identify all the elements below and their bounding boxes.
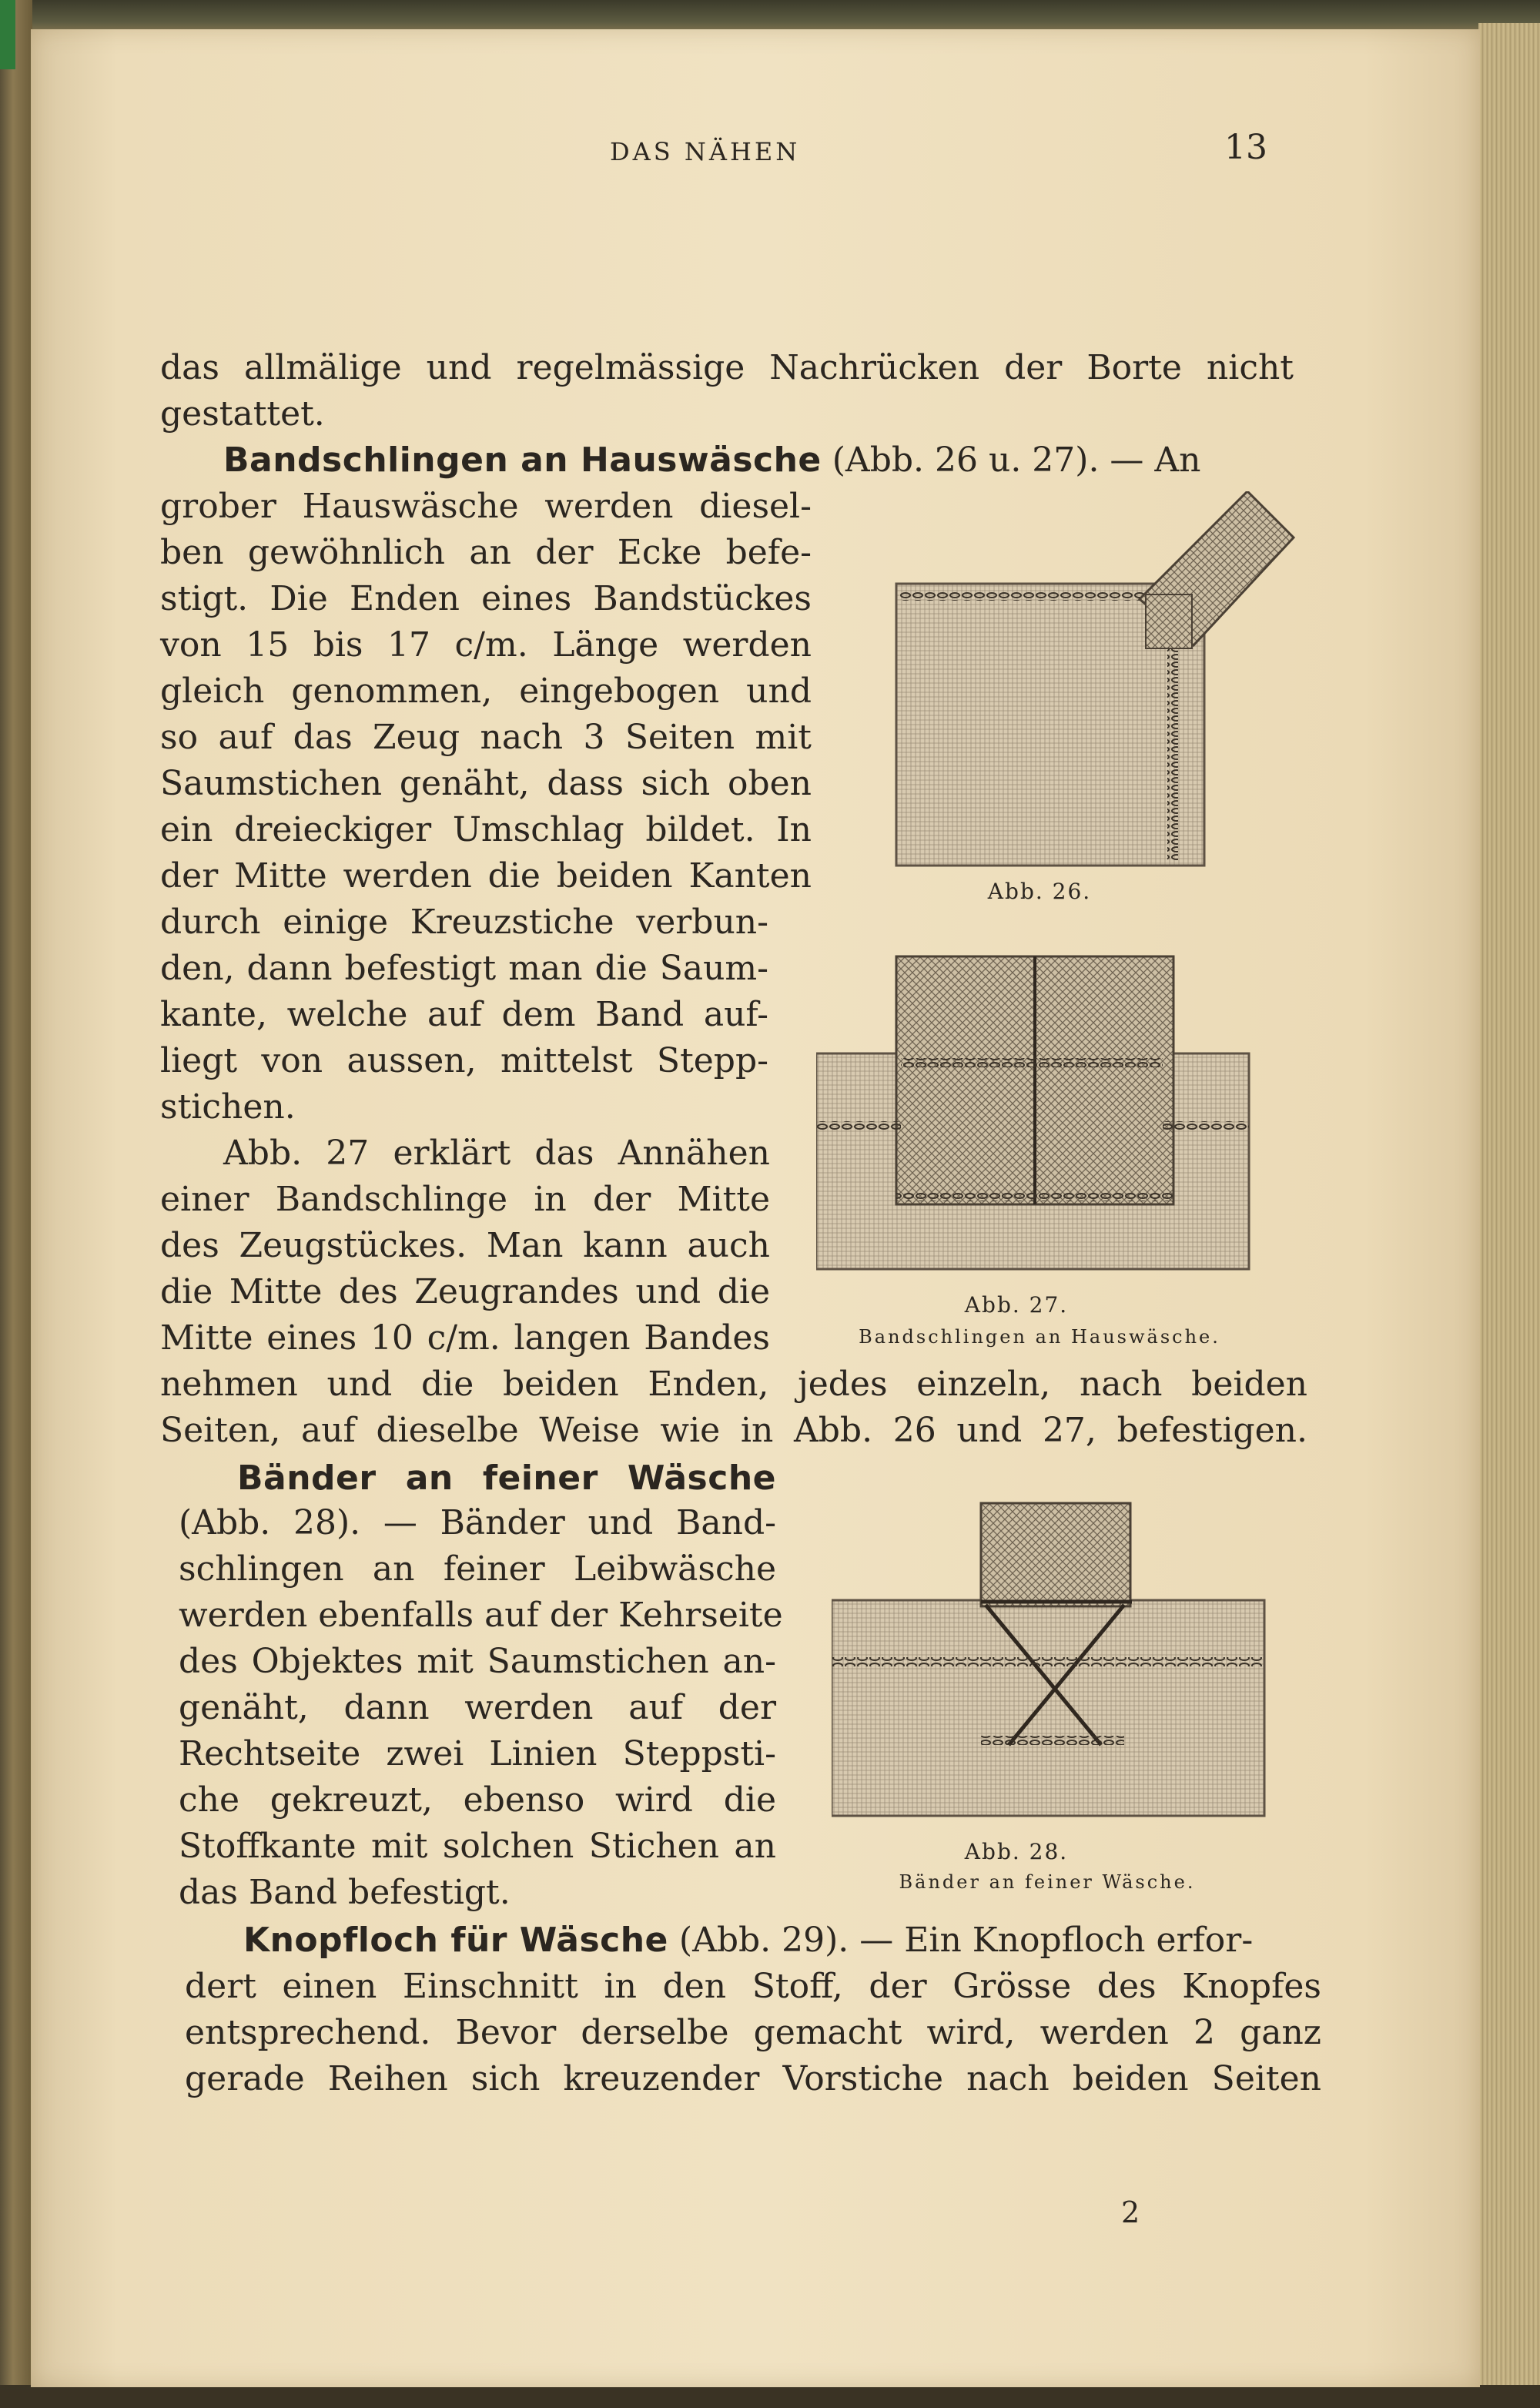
- text-line: schlingen an feiner Leibwäsche: [179, 1549, 776, 1589]
- book-spine-edge: [0, 0, 32, 2408]
- section-heading: Bandschlingen an Hauswäsche: [223, 440, 822, 480]
- figure-28-subcaption: Bänder an feiner Wäsche.: [899, 1871, 1196, 1893]
- text-line: den, dann befestigt man die Saum-: [160, 949, 768, 988]
- signature-mark: 2: [1121, 2195, 1140, 2229]
- text-line: des Zeugstückes. Man kann auch: [160, 1226, 770, 1265]
- section-heading: Bänder an feiner Wäsche: [237, 1459, 776, 1498]
- text-line: Mitte eines 10 c/m. langen Bandes: [160, 1318, 770, 1358]
- text-line: entsprechend. Bevor derselbe gemacht wird, werden 2 ganz: [185, 2013, 1321, 2052]
- section-heading-line: [243, 1917, 1321, 1964]
- figure-27-illustration: [816, 953, 1294, 1284]
- text-line: der Mitte werden die beiden Kanten: [160, 856, 812, 896]
- page-number: 13: [1224, 128, 1267, 167]
- text-line: werden ebenfalls auf der Kehrseite: [179, 1596, 783, 1635]
- text-line: gerade Reihen sich kreuzender Vorstiche nach beiden Seiten: [185, 2059, 1321, 2098]
- text-line: Abb. 27 erklärt das Annähen: [223, 1134, 770, 1173]
- text-line: ein dreieckiger Umschlag bildet. In: [160, 810, 812, 849]
- text-line: die Mitte des Zeugrandes und die: [160, 1272, 770, 1311]
- text-line: einer Bandschlinge in der Mitte: [160, 1180, 770, 1219]
- running-header: DAS NÄHEN: [610, 137, 801, 166]
- text-line: stigt. Die Enden eines Bandstückes: [160, 579, 812, 618]
- book-cover-bottom: [0, 2385, 1540, 2408]
- text-line: durch einige Kreuzstiche verbun-: [160, 903, 768, 942]
- text-line: genäht, dann werden auf der: [179, 1688, 776, 1727]
- text-line: grober Hauswäsche werden diesel-: [160, 487, 812, 526]
- figure-26-caption: Abb. 26.: [987, 879, 1092, 904]
- figure-28-illustration: [832, 1500, 1294, 1854]
- figure-27-subcaption: Bandschlingen an Hauswäsche.: [859, 1326, 1220, 1348]
- text-line: Saumstichen genäht, dass sich oben: [160, 764, 812, 803]
- text-line: das Band befestigt.: [179, 1873, 511, 1912]
- text-line: gestattet.: [160, 394, 325, 434]
- section-heading: Knopfloch für Wäsche: [243, 1921, 668, 1960]
- text-line: so auf das Zeug nach 3 Seiten mit: [160, 718, 812, 757]
- text-line: stichen.: [160, 1087, 296, 1127]
- text-line: che gekreuzt, ebenso wird die: [179, 1780, 776, 1820]
- page-stack-edge: [1478, 23, 1540, 2408]
- cover-green-corner: [0, 0, 15, 69]
- text-line: dert einen Einschnitt in den Stoff, der Grösse des Knopfes: [185, 1967, 1321, 2006]
- figure-28-caption: Abb. 28.: [964, 1839, 1069, 1864]
- text-line: liegt von aussen, mittelst Stepp-: [160, 1041, 768, 1080]
- text-line: von 15 bis 17 c/m. Länge werden: [160, 625, 812, 665]
- section-heading-line: [223, 437, 1294, 484]
- section-heading-rest: (Abb. 29). — Ein Knopfloch erfor-: [678, 1921, 1254, 1960]
- figure-27-caption: Abb. 27.: [964, 1292, 1069, 1318]
- text-line: Stoffkante mit solchen Stichen an: [179, 1827, 776, 1866]
- text-line: kante, welche auf dem Band auf-: [160, 995, 768, 1034]
- text-line: nehmen und die beiden Enden, jedes einzeln, nach beiden: [160, 1365, 1307, 1404]
- text-line: Rechtseite zwei Linien Steppsti-: [179, 1734, 776, 1773]
- text-line: gleich genommen, eingebogen und: [160, 671, 812, 711]
- book-page: [31, 29, 1480, 2387]
- text-line: ben gewöhnlich an der Ecke befe-: [160, 533, 812, 572]
- book-cover-top: [0, 0, 1540, 31]
- text-line: Seiten, auf dieselbe Weise wie in Abb. 26 und 27, befestigen.: [160, 1411, 1307, 1450]
- section-heading-rest: (Abb. 26 u. 27). — An: [832, 440, 1201, 480]
- text-line: das allmälige und regelmässige Nachrücken der Borte nicht: [160, 348, 1294, 387]
- text-line: des Objektes mit Saumstichen an-: [179, 1642, 776, 1681]
- text-line: (Abb. 28). — Bänder und Band-: [179, 1503, 776, 1542]
- figure-26-illustration: [862, 491, 1309, 915]
